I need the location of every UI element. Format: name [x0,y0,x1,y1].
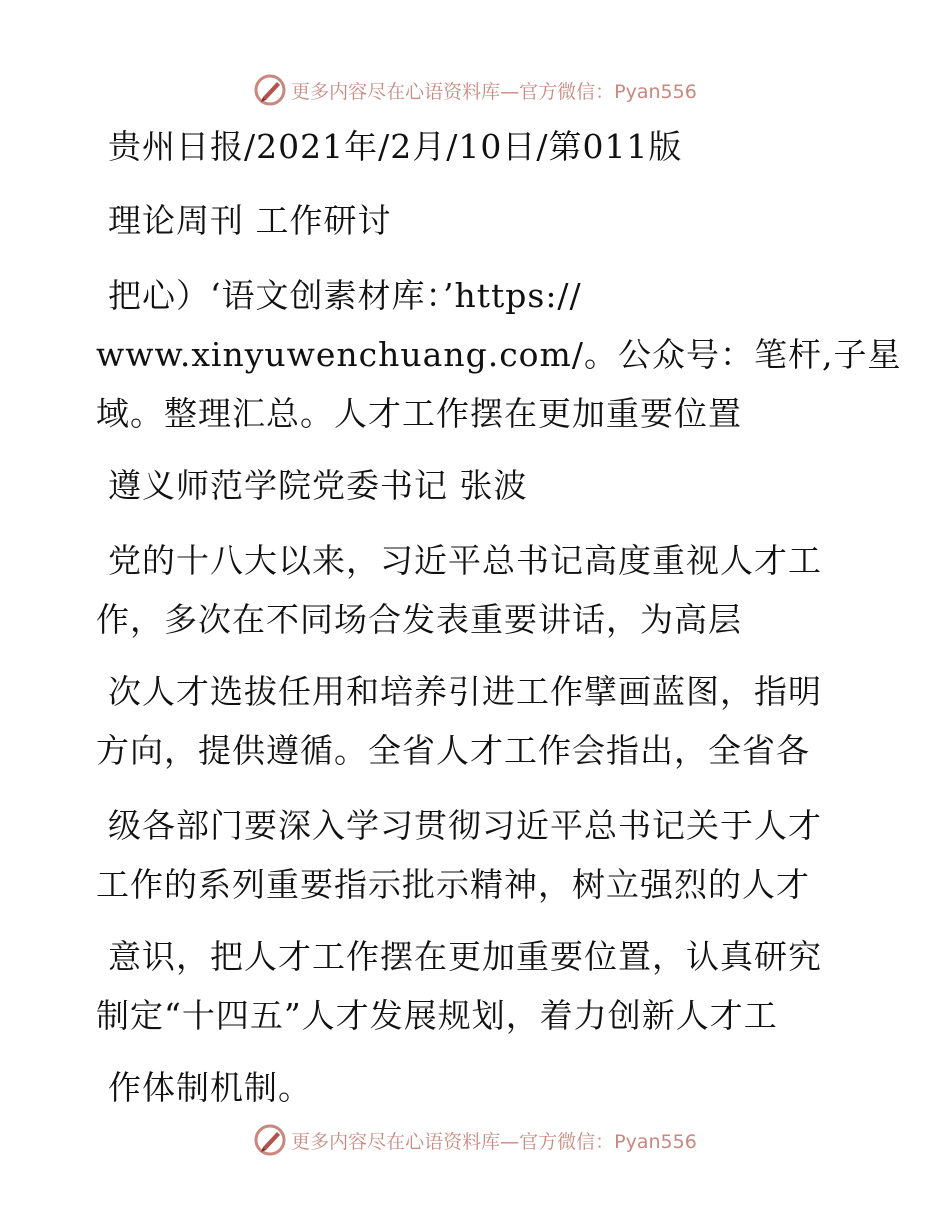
source-line: 贵州日报/2021年/2月/10日/第011版 [108,127,683,166]
paragraph-line: 方向，提供遵循。全省人才工作会指出，全省各 [96,731,810,770]
paragraph-line: 党的十八大以来，习近平总书记高度重视人才工 [108,541,822,580]
paragraph-line: 工作的系列重要指示批示精神，树立强烈的人才 [96,865,810,904]
footer-watermark [0,1120,950,1160]
column-line: 理论周刊 工作研讨 [108,201,392,240]
pen-logo-icon [253,1123,287,1157]
article-title: 域。整理汇总。人才工作摆在更加重要位置 [96,394,742,433]
author-line: 遵义师范学院党委书记 张波 [108,466,528,505]
paragraph-line: 作，多次在不同场合发表重要讲话，为高层 [96,600,742,639]
pen-logo-icon [253,73,287,107]
text-line: 把心）‘语文创素材库：’https:// [108,276,582,315]
paragraph-line: 制定“十四五”人才发展规划，着力创新人才工 [96,996,778,1035]
watermark-text: 更多内容尽在心语资料库—官方微信：Pyan556 [291,1130,697,1153]
paragraph-line: 级各部门要深入学习贯彻习近平总书记关于人才 [108,806,822,845]
paragraph-line: 意识，把人才工作摆在更加重要位置，认真研究 [108,937,822,976]
paragraph-line: 作体制机制。 [108,1068,312,1107]
text-line: www.xinyuwenchuang.com/。公众号：笔杆,子星 [96,335,902,374]
watermark-text: 更多内容尽在心语资料库—官方微信：Pyan556 [291,80,697,103]
paragraph-line: 次人才选拔任用和培养引进工作擘画蓝图，指明 [108,672,822,711]
header-watermark [0,70,950,110]
